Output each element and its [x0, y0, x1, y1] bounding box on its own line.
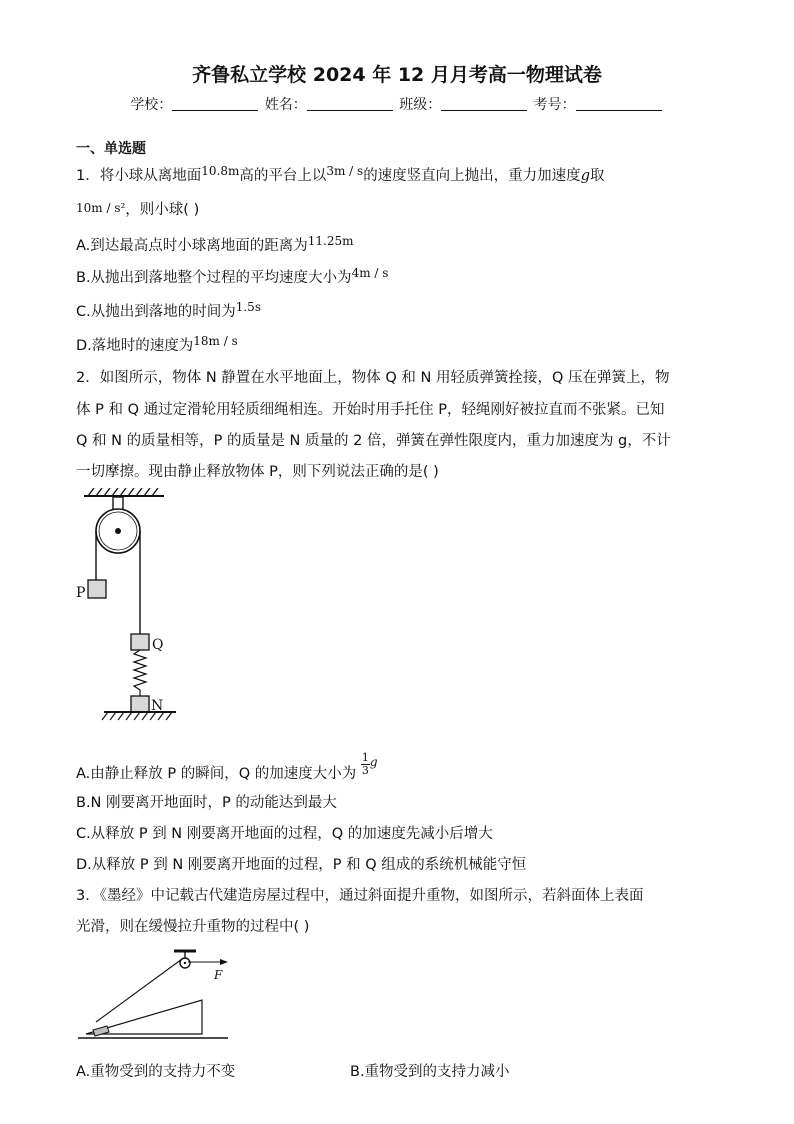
q2-option-a-fraction: $\frac{1}{3}$ [361, 751, 369, 777]
q3-stem-line2: 光滑，则在缓慢拉升重物的过程中( ) [76, 919, 310, 935]
q3-stem-line1: 3．《墨经》中记载古代建造房屋过程中，通过斜面提升重物，如图所示，若斜面体上表面 [76, 888, 644, 904]
name-label: 姓名： [264, 97, 307, 113]
label-q: Q [152, 637, 164, 653]
q1-option-b-text: B.从抛出到落地整个过程的平均速度大小为 [76, 270, 352, 286]
q1-option-b[interactable] [76, 268, 388, 288]
q1-option-d-text: D.落地时的速度为 [76, 338, 194, 354]
q2-stem-line4: 一切摩擦。现由静止释放物体 P，则下列说法正确的是( ) [76, 464, 439, 480]
q2-option-b[interactable]: B.N 刚要离开地面时，P 的动能达到最大 [76, 795, 337, 811]
q1-height-value: 10.8m [201, 164, 240, 178]
q2-stem-line1: 2．如图所示，物体 N 静置在水平地面上，物体 Q 和 N 用轻质弹簧拴接，Q 压在弹簧上，物 [76, 370, 670, 386]
q3-option-b[interactable]: B.重物受到的支持力减小 [350, 1064, 510, 1080]
q1-text: ，则小球( ) [125, 202, 200, 218]
q2-option-a-g: g [369, 755, 378, 769]
q1-option-a-text: A.到达最高点时小球离地面的距离为 [76, 238, 308, 254]
spring [134, 650, 146, 696]
q2-stem-line2: 体 P 和 Q 通过定滑轮用轻质细绳相连。开始时用手托住 P，轻绳刚好被拉直而不张紧。已知 [76, 402, 665, 418]
label-f: F [214, 968, 223, 982]
section-heading: 一、单选题 [76, 141, 146, 157]
school-blank[interactable] [172, 96, 258, 111]
incline-figure [76, 946, 236, 1046]
block-q [131, 634, 149, 650]
label-n: N [151, 698, 164, 714]
q2-option-a-text: A.由静止释放 P 的瞬间，Q 的加速度大小为 [76, 766, 357, 782]
q1-text: 将小球从离地面 [99, 168, 202, 184]
q1-stem-line1 [76, 166, 604, 186]
name-blank[interactable] [307, 96, 393, 111]
q1-text: 取 [589, 168, 605, 184]
exam-number-label: 考号： [533, 97, 576, 113]
q1-option-c[interactable] [76, 302, 261, 322]
label-p: P [76, 585, 86, 601]
q1-stem-line2 [76, 200, 199, 220]
q1-g-symbol: g [580, 168, 590, 184]
exam-title: 齐鲁私立学校 2024 年 12 月月考高一物理试卷 [192, 64, 602, 86]
q2-option-a[interactable] [76, 751, 378, 787]
pulley-spring-figure [74, 488, 184, 726]
q1-text: 高的平台上以 [239, 168, 327, 184]
q1-option-a-value: 11.25m [307, 234, 354, 248]
q2-stem-line3: Q 和 N 的质量相等，P 的质量是 N 质量的 2 倍，弹簧在弹性限度内，重力加速度为 g，不计 [76, 433, 671, 449]
q1-number: 1． [76, 168, 100, 184]
block-n [131, 696, 149, 712]
q1-option-d[interactable] [76, 336, 238, 356]
student-info-row [0, 94, 794, 114]
q1-option-a[interactable] [76, 236, 354, 256]
class-blank[interactable] [441, 96, 527, 111]
school-label: 学校： [130, 97, 173, 113]
q1-option-c-value: 1.5s [235, 300, 261, 314]
q1-option-d-value: 18m / s [193, 334, 238, 348]
q1-speed-value: 3m / s [326, 164, 364, 178]
q2-option-d[interactable]: D.从释放 P 到 N 刚要离开地面的过程，P 和 Q 组成的系统机械能守恒 [76, 857, 527, 873]
block-p [88, 580, 106, 598]
q1-option-c-text: C.从抛出到落地的时间为 [76, 304, 236, 320]
exam-number-blank[interactable] [576, 96, 662, 111]
q3-option-a[interactable]: A.重物受到的支持力不变 [76, 1064, 236, 1080]
q1-text: 的速度竖直向上抛出，重力加速度 [363, 168, 581, 184]
q2-option-c[interactable]: C.从释放 P 到 N 刚要离开地面的过程，Q 的加速度先减小后增大 [76, 826, 493, 842]
q1-g-value: 10m / s² [76, 201, 126, 215]
q1-option-b-value: 4m / s [351, 266, 389, 280]
class-label: 班级： [399, 97, 442, 113]
